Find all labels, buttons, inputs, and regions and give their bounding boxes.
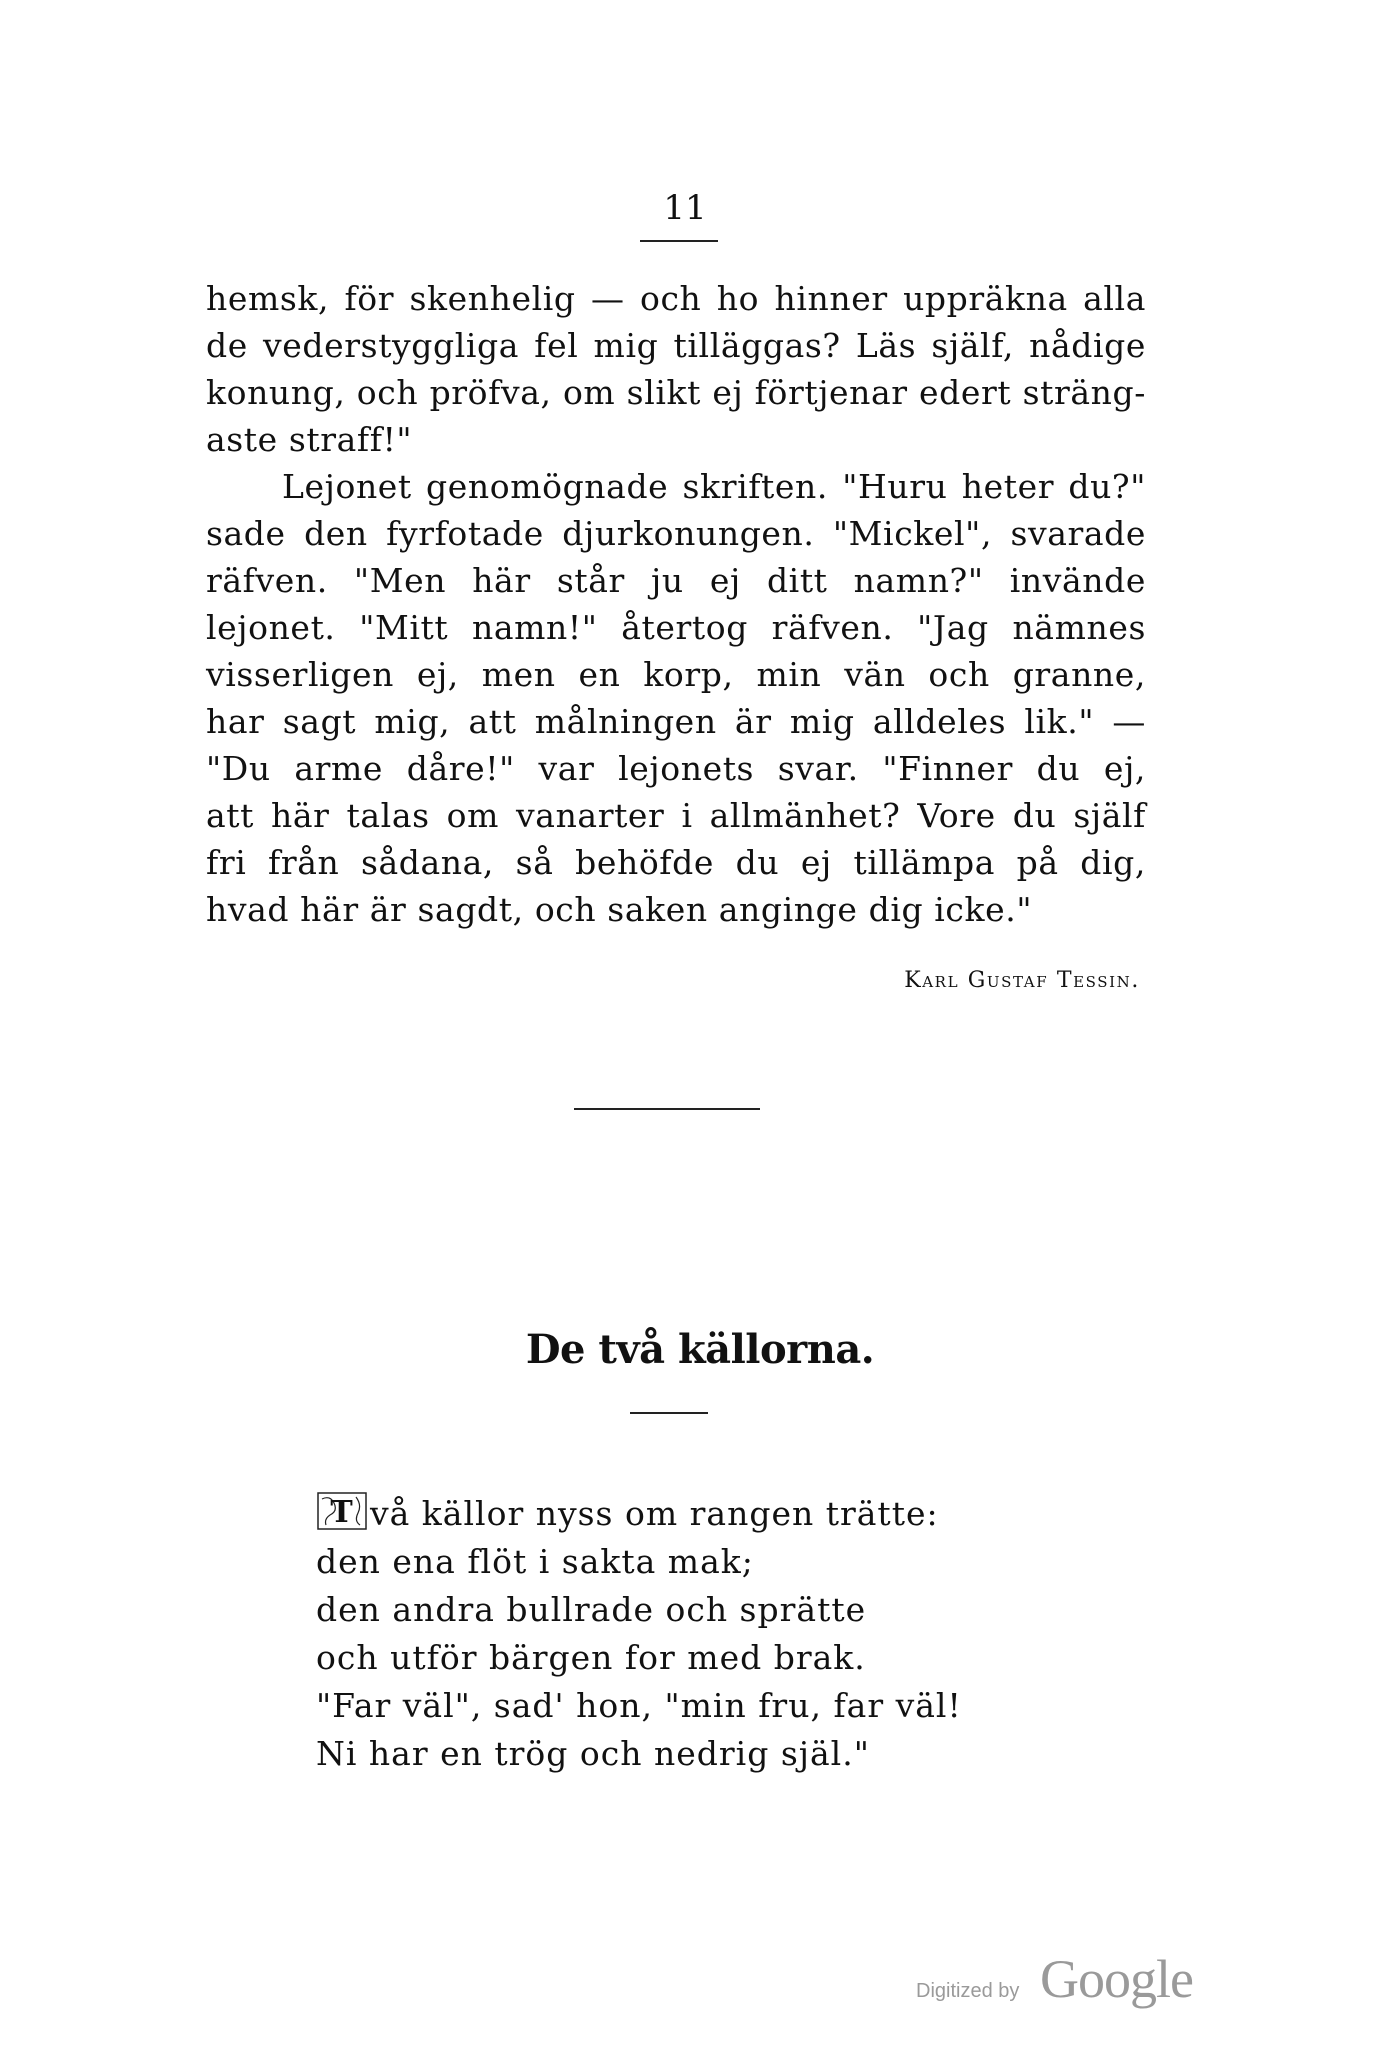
poem-title: De två källorna. (525, 1326, 875, 1373)
page-number: 11 (663, 188, 707, 228)
prose-line: lejonet. "Mitt namn!" återtog räfven. "Jag nämnes (206, 608, 1146, 647)
prose-line: har sagt mig, att målningen är mig alldeles lik." — (206, 702, 1146, 741)
prose-block (206, 275, 1146, 933)
poem-first-line-text: vå källor nyss om rangen trätte: (370, 1494, 939, 1533)
prose-line: aste straff!" (206, 420, 413, 459)
google-logo: Google (1040, 1949, 1193, 2009)
prose-line: Lejonet genomögnade skriften. "Huru heter du?" (282, 467, 1146, 506)
prose-line: räfven. "Men här står ju ej ditt namn?" invände (206, 561, 1146, 600)
drop-cap-ornament (316, 1491, 368, 1531)
prose-line: att här talas om vanarter i allmänhet? Vore du själf (206, 796, 1146, 835)
prose-line: de vederstyggliga fel mig tilläggas? Läs själf, nådige (206, 326, 1146, 365)
svg-text:T: T (330, 1495, 354, 1530)
author-attribution: Karl Gustaf Tessin. (904, 968, 1140, 993)
prose-line: hemsk, för skenhelig — och ho hinner uppräkna alla (206, 279, 1146, 318)
page-number-rule (640, 240, 718, 242)
prose-line: hvad här är sagdt, och saken anginge dig icke." (206, 890, 1033, 929)
prose-line: fri från sådana, så behöfde du ej tillämpa på dig, (206, 843, 1146, 882)
poem-line: "Far väl", sad' hon, "min fru, far väl! (316, 1686, 962, 1725)
prose-line: visserligen ej, men en korp, min vän och granne, (206, 655, 1146, 694)
poem-line: den andra bullrade och sprätte (316, 1590, 867, 1629)
poem-line: Ni har en trög och nedrig själ." (316, 1734, 870, 1773)
section-separator (574, 1108, 760, 1110)
poem-line: den ena flöt i sakta mak; (316, 1542, 754, 1581)
prose-line: "Du arme dåre!" var lejonets svar. "Finner du ej, (206, 749, 1146, 788)
prose-line: konung, och pröfva, om slikt ej förtjenar edert sträng- (206, 373, 1146, 412)
poem-line: och utför bärgen for med brak. (316, 1638, 866, 1677)
poem-title-rule (630, 1412, 708, 1414)
poem-block (316, 1490, 1036, 1778)
prose-line: sade den fyrfotade djurkonungen. "Mickel", svarade (206, 514, 1146, 553)
digitized-by-label: Digitized by (916, 1980, 1020, 2002)
poem-line (316, 1490, 1036, 1538)
